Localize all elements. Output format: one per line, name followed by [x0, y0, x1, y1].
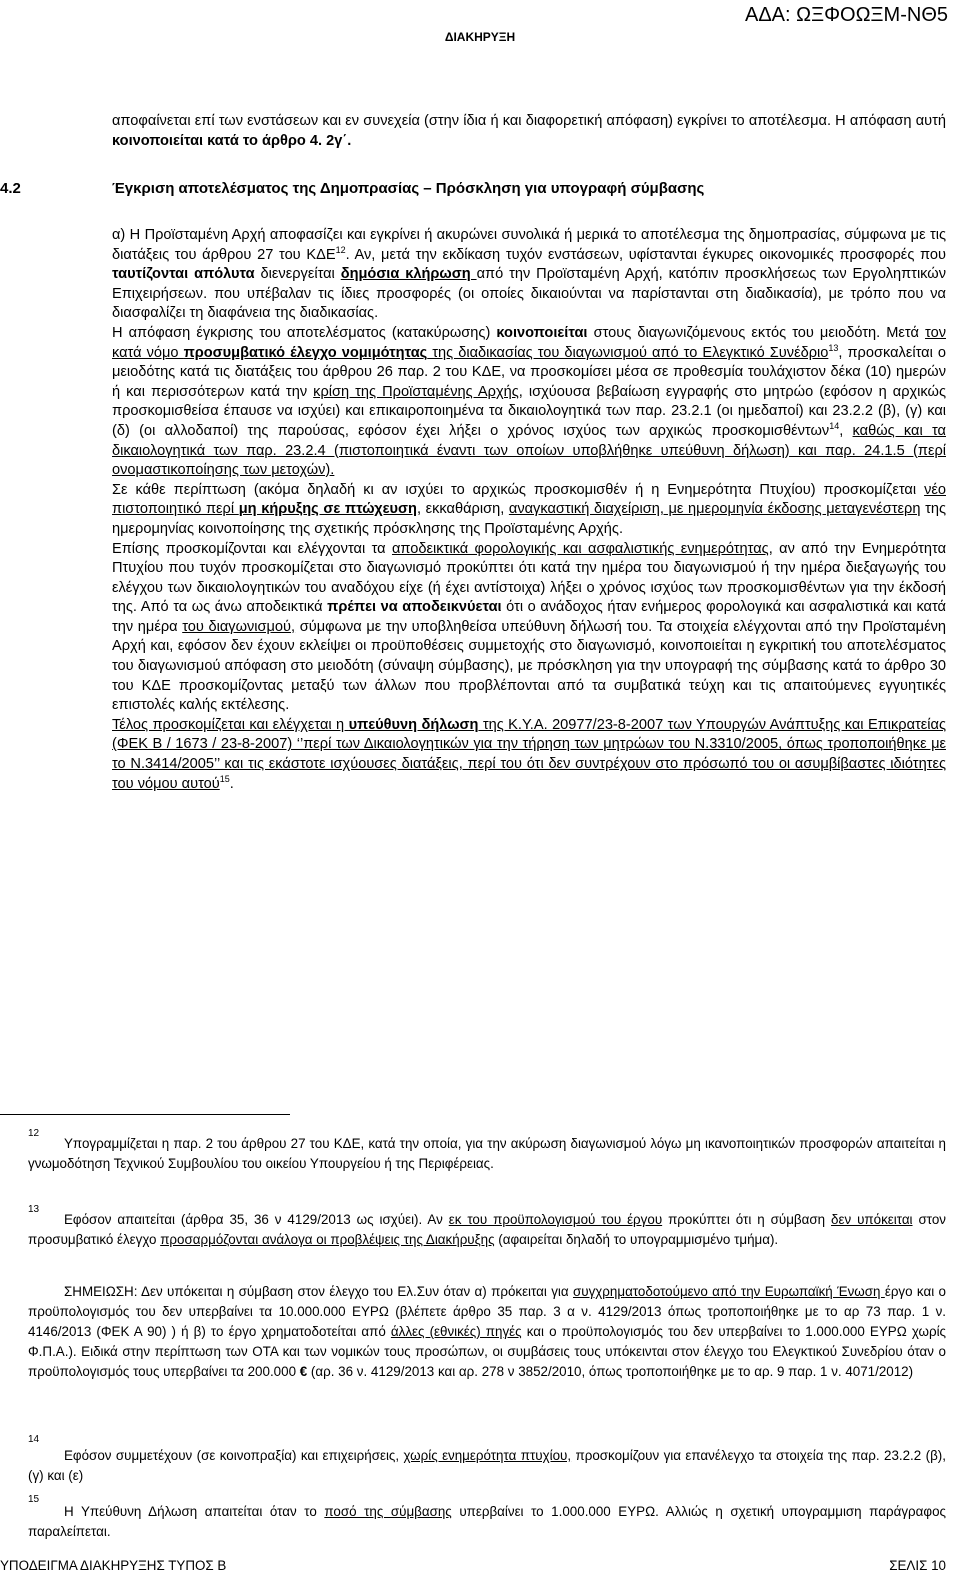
footnote-14: Εφόσον συμμετέχουν (σε κοινοπραξία) και επιχειρήσεις, χωρίς ενημερότητα πτυχίου, προσκομίζουν για επανέλεγχο τα στοιχεία της παρ. 23.2.2 (β), (γ) και (ε) — [28, 1448, 946, 1483]
footnote-separator — [0, 1114, 290, 1115]
footnote-12: Υπογραμμίζεται η παρ. 2 του άρθρου 27 του ΚΔΕ, κατά την οποία, για την ακύρωση διαγωνισμού λόγω μη ικανοποιητικών προσφορών απαιτείται η γνωμοδότηση Τεχνικού Συμβουλίου του οικείου Υπουργείου ή της Περιφέρειας. — [28, 1136, 946, 1171]
footnote-ref-14[interactable]: 14 — [829, 421, 840, 432]
paragraph-objections: αποφαίνεται επί των ενστάσεων και εν συνεχεία (στην ίδια ή και διαφορετική απόφαση) εγκρίνει το αποτέλεσμα. Η απόφαση αυτή κοινοποιείται κατά το άρθρο 4. 2γ΄. — [112, 113, 946, 149]
footnote-ref-13[interactable]: 13 — [828, 342, 839, 353]
footnote-13-note: ΣΗΜΕΙΩΣΗ: Δεν υπόκειται η σύμβαση στον έλεγχο του Ελ.Συν όταν α) πρόκειται για συγχρηματοδοτούμενο από την Ευρωπαϊκή Ένωση έργο και ο προϋπολογισμός του δεν υπερβαίνει τα 10.000.000 ΕΥΡΩ (βλέπετε άρθρο 35 παρ. 3 α ν. 4129/2013 όπως τροποποιήθηκε με το αρ 73 παρ. 1 ν. 4146/2013 (ΦΕΚ Α 90) ) ή β) το έργο χρηματοδοτείται από άλλες (εθνικές) πηγές και ο προϋπολογισμός του δεν υπερβαίνει το 1.000.000 ΕΥΡΩ χωρίς Φ.Π.Α.). Ειδικά στην περίπτωση των ΟΤΑ και των νομικών τους προσώπων, οι συμβάσεις τους υπόκεινται στον έλεγχο του Ελεγκτικού Συνεδρίου όταν ο προϋπολογισμός τους υπερβαίνει τα 200.000 € (αρ. 36 ν. 4129/2013 και αρ. 278 ν 3852/2010, όπως τροποποιήθηκε με το αρ. 9 παρ. 1 ν. 4071/2012) — [28, 1284, 946, 1379]
footnote-number-13: 13 — [28, 1204, 40, 1215]
section-title: Έγκριση αποτελέσματος της Δημοπρασίας – Πρόσκληση για υπογραφή σύμβασης — [112, 180, 705, 197]
footnote-15: Η Υπεύθυνη Δήλωση απαιτείται όταν το ποσό της σύμβασης υπερβαίνει το 1.000.000 ΕΥΡΩ. Αλλιώς η σχετική υπογραμμιση παράγραφος παραλείπεται. — [28, 1504, 946, 1539]
footnote-number-15: 15 — [28, 1494, 40, 1505]
footnote-ref-12[interactable]: 12 — [335, 244, 346, 255]
section-body: α) Η Προϊσταμένη Αρχή αποφασίζει και εγκρίνει ή ακυρώνει συνολικά ή μερικά το αποτέλεσμα της δημοπρασίας, σύμφωνα με τις διατάξεις του άρθρου 27 του ΚΔΕ$^{12}$. Αν, μετά την εκδίκαση τυχόν ενστάσεων, υφίστανται έγκυρες οικονομικές προσφορές που ταυτίζονται απόλυτα διενεργείται δημόσια κλήρωση από την Προϊσταμένη Αρχή, κατόπιν προσκλήσεως των Εργοληπτικών Επιχειρήσεων. που υπέβαλαν τις ίδιες προσφορές (οι οποίες δικαιούνται να παρίστανται στη διαδικασία), με τρόπο που να διασφαλίζει τη διαφάνεια της διαδικασίας. Η απόφαση έγκρισης του αποτελέσματος (κατακύρωσης) κοινοποιείται στους διαγωνιζόμενους εκτός του μειοδότη. Μετά τον κατά νόμο προσυμβατικό έλεγχο νομιμότητας της διαδικασίας του διαγωνισμού από το Ελεγκτικό Συνέδριο$^{13}$, προσκαλείται ο μειοδότης κατά τις διατάξεις του άρθρου 26 παρ. 2 του ΚΔΕ, να προσκομίσει μέσα σε προθεσμία τουλάχιστον δέκα (10) ημερών ή και περισσότερων κατά την κρίση της Προϊσταμένης Αρχής, ισχύουσα βεβαίωση εγγραφής στο μητρώο (εφόσον η αρχικώς προσκομισθείσα έπαυσε να ισχύει) και επικαιροποιημένα τα δικαιολογητικά των παρ. 23.2.1 (οι ημεδαποί) και 23.2.2 (β), (γ) και (δ) (οι αλλοδαποί) της παρούσας, εφόσον έχει λήξει ο χρόνος ισχύος των αρχικώς προσκομισθέντων$^{14}$, καθώς και τα δικαιολογητικά των παρ. 23.2.4 (πιστοποιητικά έναντι των οποίων υποβλήθηκε υπεύθυνη δήλωση) και παρ. 24.1.5 (περί ονομαστικοποίησης των μετοχών). Σε κάθε περίπτωση (ακόμα δηλαδή κι αν ισχύει το αρχικώς προσκομισθέν ή η Ενημερότητα Πτυχίου) προσκομίζεται νέο πιστοποιητικό περί μη κήρυξης σε πτώχευση, εκκαθάριση, αναγκαστική διαχείριση, με ημερομηνία έκδοσης μεταγενέστερη της ημερομηνίας κοινοποίησης της σχετικής πρόσκλησης της Προϊσταμένης Αρχής. Επίσης προσκομίζονται και ελέγχονται τα αποδεικτικά φορολογικής και ασφαλιστικής ενημερότητας, αν από την Ενημερότητα Πτυχίου που τυχόν προσκομίζεται στο διαγωνισμό προκύπτει ότι κατά την ημέρα του διαγωνισμού ή την ημέρα διεξαγωγής του ελέγχου των δικαιολογητικών του αναδόχου είχε (ή έχει αντίστοιχα) λήξει ο χρόνος ισχύος των προσκομισθέντων για την έκδοσή της. Από τα ως άνω αποδεικτικά πρέπει να αποδεικνύεται ότι ο ανάδοχος ήταν ενήμερος φορολογικά και ασφαλιστικά και κατά την ημέρα του διαγωνισμού, σύμφωνα με την υποβληθείσα υπεύθυνη δήλωσή του. Τα στοιχεία ελέγχονται από την Προϊσταμένη Αρχή και, εφόσον δεν έχουν εκλείψει οι προϋποθέσεις συμμετοχής στο διαγωνισμό, κοινοποιείται η εγκριτική του αποτελέσματος του διαγωνισμού απόφαση στο μειοδότη (σύναψη σύμβασης), με πρόσκληση για την υπογραφή της σύμβασης κατά το άρθρο 30 του ΚΔΕ προσκομίζοντας μεταξύ των άλλων που προβλέπονται από τα συμβατικά τεύχη και τις απαιτούμενες εγγυητικές επιστολές καλής εκτέλεσης. Τέλος προσκομίζεται και ελέγχεται η υπεύθυνη δήλωση της Κ.Υ.Α. 20977/23-8-2007 των Υπουργών Ανάπτυξης και Επικρατείας (ΦΕΚ Β / 1673 / 23-8-2007) ‘’περί των Δικαιολογητικών για την τήρηση των μητρώων του Ν.3310/2005, όπως τροποποιήθηκε με το Ν.3414/2005’’ και τις εκάστοτε ισχύουσες διατάξεις, περί του ότι δεν συντρέχουν στο πρόσωπό του οι ασυμβίβαστες ιδιότητες του νόμου αυτού$^{15}$. — [112, 227, 947, 792]
footnote-number-12: 12 — [28, 1128, 40, 1139]
document-type-header: ΔΙΑΚΗΡΥΞΗ — [444, 30, 516, 44]
footnote-number-14: 14 — [28, 1434, 40, 1445]
footer-document-title: ΥΠΟΔΕΙΓΜΑ ΔΙΑΚΗΡΥΞΗΣ ΤΥΠΟΣ Β — [0, 1558, 227, 1573]
footnote-13: Εφόσον απαιτείται (άρθρα 35, 36 ν 4129/2013 ως ισχύει). Αν εκ του προϋπολογισμού του έργου προκύπτει ότι η σύμβαση δεν υπόκειται στον προσυμβατικό έλεγχο προσαρμόζονται ανάλογα οι προβλέψεις της Διακήρυξης (αφαιρείται δηλαδή το υπογραμμισμένο τμήμα). — [28, 1212, 946, 1247]
footnote-ref-15[interactable]: 15 — [219, 773, 230, 784]
ada-code: ΑΔΑ: ΩΞΦΟΩΞΜ-ΝΘ5 — [744, 4, 948, 26]
footer-page-number: ΣΕΛΙΣ 10 — [889, 1558, 946, 1573]
section-number: 4.2 — [0, 180, 21, 197]
